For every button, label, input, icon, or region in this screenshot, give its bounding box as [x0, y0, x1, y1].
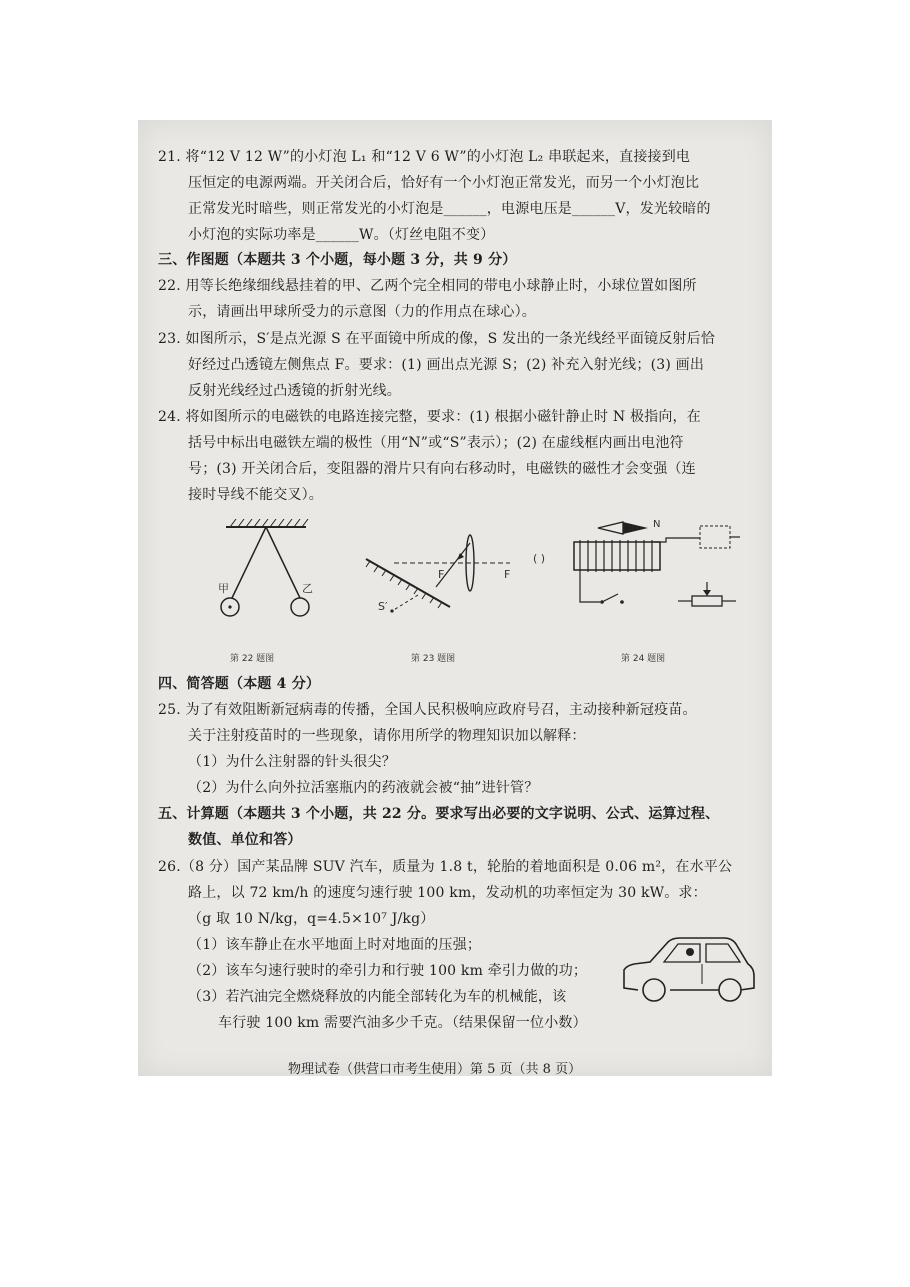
- fig23-label-f-left: F: [438, 568, 445, 581]
- q25-line3: （1）为什么注射器的针头很尖？: [188, 754, 396, 770]
- q23-line3: 反射光线经过凸透镜的折射光线。: [188, 383, 401, 399]
- q22-line2: 示，请画出甲球所受力的示意图（力的作用点在球心）。: [188, 304, 536, 320]
- q24-line3: 号；(3) 开关闭合后，变阻器的滑片只有向右移动时，电磁铁的磁性才会变强（连: [188, 461, 696, 477]
- q25-line2: 关于注射疫苗时的一些现象，请你用所学的物理知识加以解释：: [188, 728, 586, 744]
- figure-24-electromagnet: [568, 518, 748, 618]
- section4-title: 四、简答题（本题 4 分）: [158, 676, 321, 692]
- fig22-caption: 第 22 题图: [230, 654, 275, 664]
- section5-title-line2: 数值、单位和答）: [188, 832, 302, 848]
- q26-line3: （g 取 10 N/kg，q=4.5×10⁷ J/kg）: [188, 911, 435, 927]
- q23-line1: 23. 如图所示，S′是点光源 S 在平面镜中所成的像，S 发出的一条光线经平面镜反射后恰: [158, 331, 716, 347]
- exam-page: [138, 120, 772, 1076]
- figure-22-pendulum: [208, 515, 338, 635]
- q21-line4: 小灯泡的实际功率是______W。（灯丝电阻不变）: [188, 227, 495, 243]
- q24-line4: 接时导线不能交叉）。: [188, 487, 323, 503]
- q26-line5: （2）该车匀速行驶时的牵引力和行驶 100 km 牵引力做的功；: [188, 963, 588, 979]
- q25-line1: 25. 为了有效阻断新冠病毒的传播，全国人民积极响应政府号召，主动接种新冠疫苗。: [158, 702, 697, 718]
- section5-title-line1: 五、计算题（本题共 3 个小题，共 22 分。要求写出必要的文字说明、公式、运算过程、: [158, 806, 720, 822]
- q25-line4: （2）为什么向外拉活塞瓶内的药液就会被“抽”进针管？: [188, 780, 539, 796]
- fig24-label-n: N: [653, 519, 661, 530]
- q21-line1: 21. 将“12 V 12 W”的小灯泡 L₁ 和“12 V 6 W”的小灯泡 L₂ 串联起来，直接接到电: [158, 149, 691, 165]
- q26-line7: 车行驶 100 km 需要汽油多少千克。（结果保留一位小数）: [218, 1015, 587, 1031]
- q26-line6: （3）若汽油完全燃烧释放的内能全部转化为车的机械能，该: [188, 989, 567, 1005]
- section3-title: 三、作图题（本题共 3 个小题，每小题 3 分，共 9 分）: [158, 252, 517, 268]
- q21-line3: 正常发光时暗些，则正常发光的小灯泡是______，电源电压是______V，发光较暗的: [188, 201, 711, 217]
- car-illustration: [620, 932, 760, 1008]
- q26-line4: （1）该车静止在水平地面上时对地面的压强；: [188, 937, 482, 953]
- fig23-label-s-prime: S′: [378, 600, 388, 613]
- fig22-label-yi: 乙: [302, 582, 313, 595]
- fig24-caption: 第 24 题图: [621, 654, 666, 664]
- fig22-label-jia: 甲: [218, 582, 229, 595]
- q24-line1: 24. 将如图所示的电磁铁的电路连接完整，要求：(1) 根据小磁针静止时 N 极指向，在: [158, 409, 701, 425]
- q21-line2: 压恒定的电源两端。开关闭合后，恰好有一个小灯泡正常发光，而另一个小灯泡比: [188, 175, 700, 191]
- page-footer: 物理试卷（供营口市考生使用）第 5 页（共 8 页）: [288, 1062, 582, 1077]
- q23-line2: 好经过凸透镜左侧焦点 F。要求：(1) 画出点光源 S；(2) 补充入射光线；(3) 画出: [188, 357, 705, 373]
- fig24-bracket: ( ): [533, 552, 546, 565]
- q26-line1: 26.（8 分）国产某品牌 SUV 汽车，质量为 1.8 t，轮胎的着地面积是 0.06 m²，在水平公: [158, 859, 733, 875]
- fig23-label-f-right: F: [504, 568, 511, 581]
- q26-line2: 路上，以 72 km/h 的速度匀速行驶 100 km，发动机的功率恒定为 30 kW。求：: [188, 885, 707, 901]
- q22-line1: 22. 用等长绝缘细线悬挂着的甲、乙两个完全相同的带电小球静止时，小球位置如图所: [158, 278, 697, 294]
- q24-line2: 括号中标出电磁铁左端的极性（用“N”或“S”表示）；(2) 在虚线框内画出电池符: [188, 435, 684, 451]
- fig23-caption: 第 23 题图: [411, 654, 456, 664]
